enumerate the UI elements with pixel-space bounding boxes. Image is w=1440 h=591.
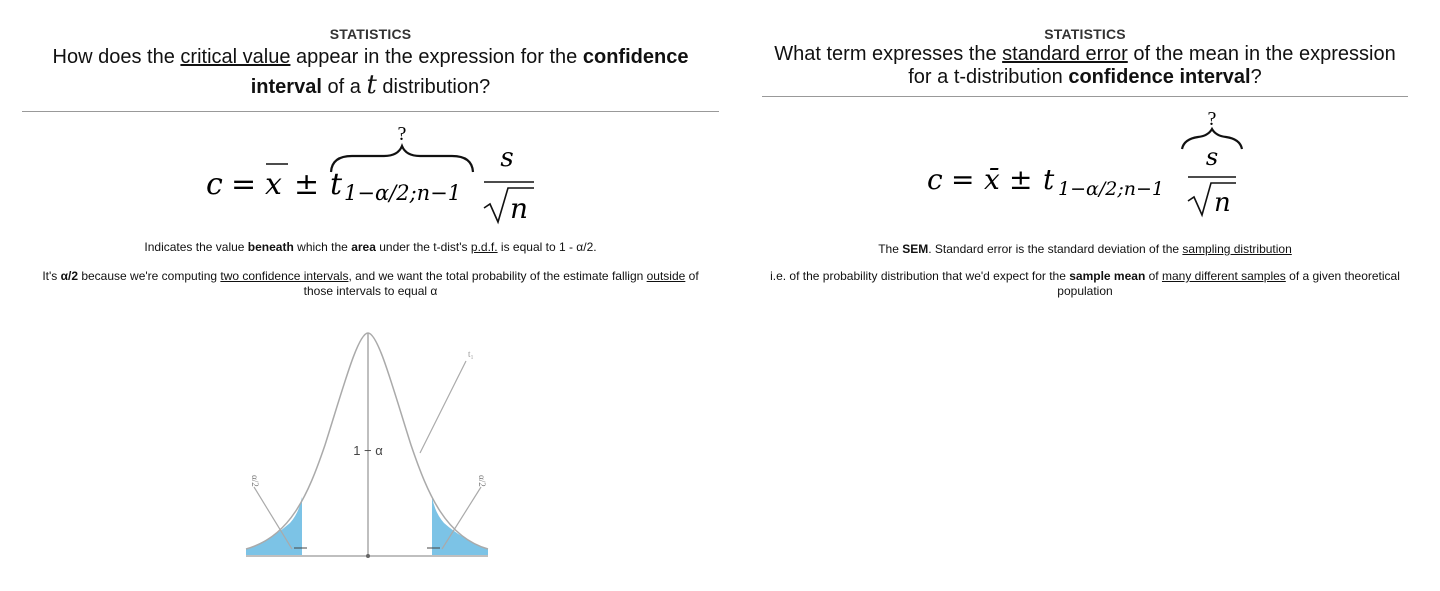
formula-s: s (1205, 143, 1219, 171)
area-term: area (351, 240, 376, 254)
standard-error-term: standard error (1002, 43, 1128, 65)
subject-label: STATISTICS (329, 26, 412, 42)
question-text (28, 43, 713, 101)
note-part: because we're computing (78, 269, 221, 283)
formula-question-mark: ? (1207, 108, 1217, 130)
formula-c: c (206, 167, 223, 202)
confidence-interval-term: confidence interval (250, 46, 689, 98)
outside-term: outside (646, 269, 686, 283)
formula-left (22, 112, 719, 240)
confidence-interval-formula (22, 112, 719, 240)
note-part: which the (293, 240, 352, 254)
question-part: What term expresses the (774, 43, 1003, 65)
formula-subscript: 1−α/2;n−1 (1058, 178, 1164, 200)
formula-subscript: 1−α/2;n−1 (344, 181, 462, 205)
note-sem (780, 242, 1390, 257)
question-text (768, 43, 1402, 89)
confidence-interval-term: confidence interval (1068, 66, 1251, 88)
formula-t: t (330, 167, 343, 202)
formula-n: n (1214, 188, 1231, 218)
flashcard-right (762, 0, 1408, 591)
critical-value-term: critical value (180, 46, 291, 68)
note-alpha-half (40, 269, 701, 299)
formula-plus-minus: ± (1009, 163, 1033, 196)
note-part: under the t-dist's (375, 240, 471, 254)
many-samples-term: many different samples (1161, 269, 1286, 283)
formula-xbar: x (265, 167, 282, 202)
t-variable: t (366, 70, 377, 100)
formula-t: t (1043, 163, 1055, 196)
question-part: of the mean in the expression for a t-distribution (908, 43, 1396, 88)
note-part: The (878, 242, 903, 256)
note-part: Indicates the value (144, 240, 248, 254)
formula-right (762, 97, 1408, 242)
formula-n: n (510, 192, 529, 225)
question-part: ? (1250, 66, 1262, 88)
critical-value-arrow (420, 361, 466, 453)
formula-equals: = (951, 163, 975, 196)
note-beneath (40, 240, 701, 255)
formula-equals: = (231, 167, 257, 202)
confidence-interval-formula (762, 97, 1408, 242)
note-part: i.e. of the probability distribution that we'd expect for the (770, 269, 1070, 283)
critical-value-label: t₁ (468, 349, 474, 359)
t-distribution-figure (22, 325, 719, 565)
beneath-term: beneath (247, 240, 294, 254)
alpha-half-term: α/2 (60, 269, 78, 283)
question-part: of a (321, 76, 367, 98)
note-part: of a given theoretical population (1057, 269, 1400, 298)
note-part: It's (42, 269, 61, 283)
question-part: How does the (52, 46, 181, 68)
right-tail-label: α/2 (477, 475, 487, 487)
note-part: of (1145, 269, 1162, 283)
pdf-term: p.d.f. (470, 240, 498, 254)
two-ci-term: two confidence intervals (220, 269, 349, 283)
flashcard-left (22, 0, 719, 591)
center-area-label: 1 − α (353, 443, 383, 458)
subject-label: STATISTICS (1044, 26, 1126, 42)
note-part: . Standard error is the standard deviation of the (928, 242, 1183, 256)
formula-question-mark: ? (397, 123, 407, 145)
note-part: of those intervals to equal α (303, 269, 699, 298)
question-part: distribution? (376, 76, 491, 98)
formula-plus-minus: ± (294, 167, 320, 202)
mean-point (366, 554, 370, 558)
note-part: is equal to 1 - α/2. (497, 240, 597, 254)
sem-term: SEM (902, 242, 929, 256)
formula-c: c (927, 163, 943, 196)
bell-curve (246, 333, 488, 549)
note-part: , and we want the total probability of the estimate fallign (348, 269, 647, 283)
formula-xbar: x̄ (984, 163, 1000, 196)
sampling-distribution-term: sampling distribution (1182, 242, 1292, 256)
question-part: appear in the expression for the (290, 46, 583, 68)
overbrace (331, 146, 473, 172)
formula-s: s (500, 143, 514, 173)
left-tail-label: α/2 (250, 475, 260, 487)
sample-mean-term: sample mean (1069, 269, 1146, 283)
note-sample-mean (762, 269, 1408, 299)
